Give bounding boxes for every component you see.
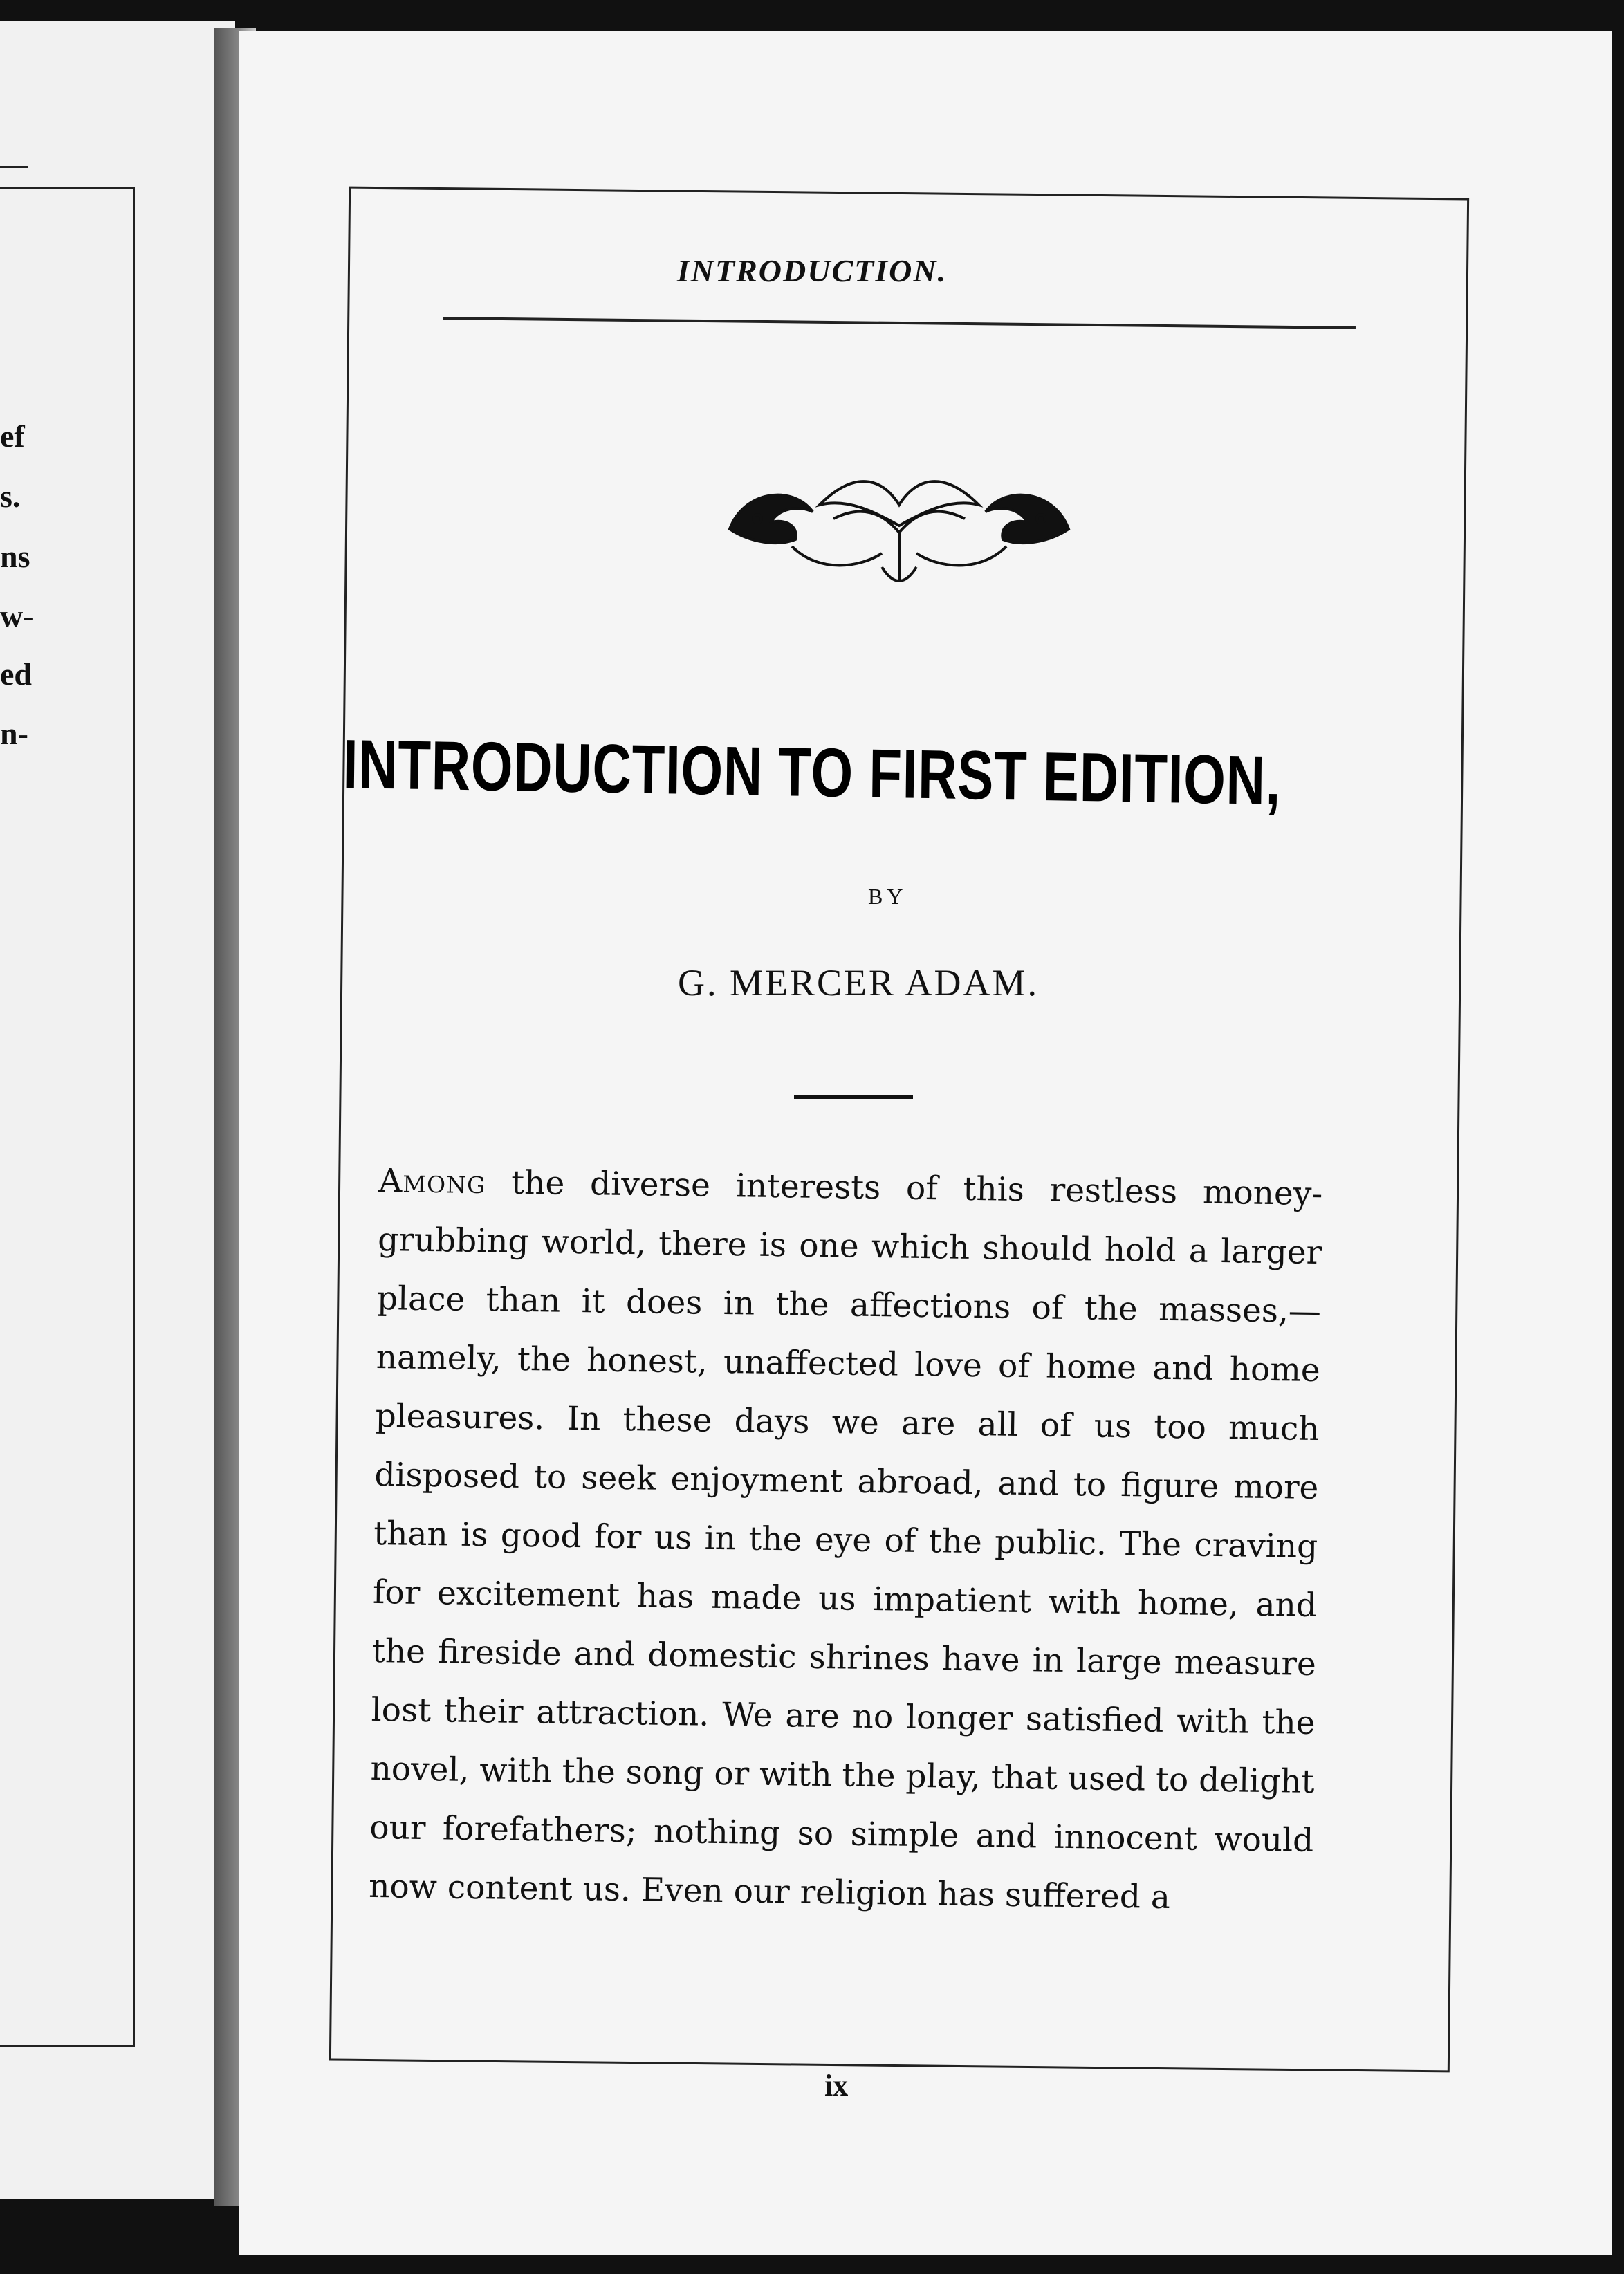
section-divider	[794, 1095, 913, 1099]
griffin-headpiece-ornament-icon	[716, 463, 1082, 602]
byline-label: BY	[868, 884, 907, 909]
chapter-title: INTRODUCTION TO FIRST EDITION,	[342, 725, 1282, 820]
previous-page-text-fragment: s.	[0, 479, 21, 514]
page-number: ix	[824, 2069, 849, 2102]
author-name: G. MERCER ADAM.	[678, 962, 1040, 1004]
previous-page-text-fragment: ns	[0, 539, 30, 574]
paragraph-text: the diverse interests of this restless money-grubbing world, there is one which should hold a larger place than it does in the affections of the masses,—namely, the honest, unaffected love of home and home pleasures. In these days we are all of us too much disposed to seek enjoyment abroad, and to figure more than is good for us in the eye of the public. The craving for excitement has made us impatient with home, and the fireside and domestic shrines have in large measure lost their attraction. We are no longer satisfied with the novel, with the song or with the play, that used to delight our forefathers; nothing so simple and innocent would now content us. Even our religion has suffered a	[368, 1163, 1323, 1917]
previous-page-text-fragment: w-	[0, 598, 34, 634]
running-head: INTRODUCTION.	[676, 253, 948, 288]
previous-page-rule	[0, 166, 28, 168]
previous-page-text-fragment: n-	[0, 716, 28, 751]
previous-page-text-fragment: ed	[0, 656, 32, 692]
paragraph-lead-word: Among	[378, 1161, 486, 1202]
body-paragraph	[369, 1152, 1323, 1929]
previous-page-frame	[0, 187, 135, 2047]
previous-page	[0, 21, 235, 2199]
previous-page-text-fragment: ef	[0, 418, 25, 454]
